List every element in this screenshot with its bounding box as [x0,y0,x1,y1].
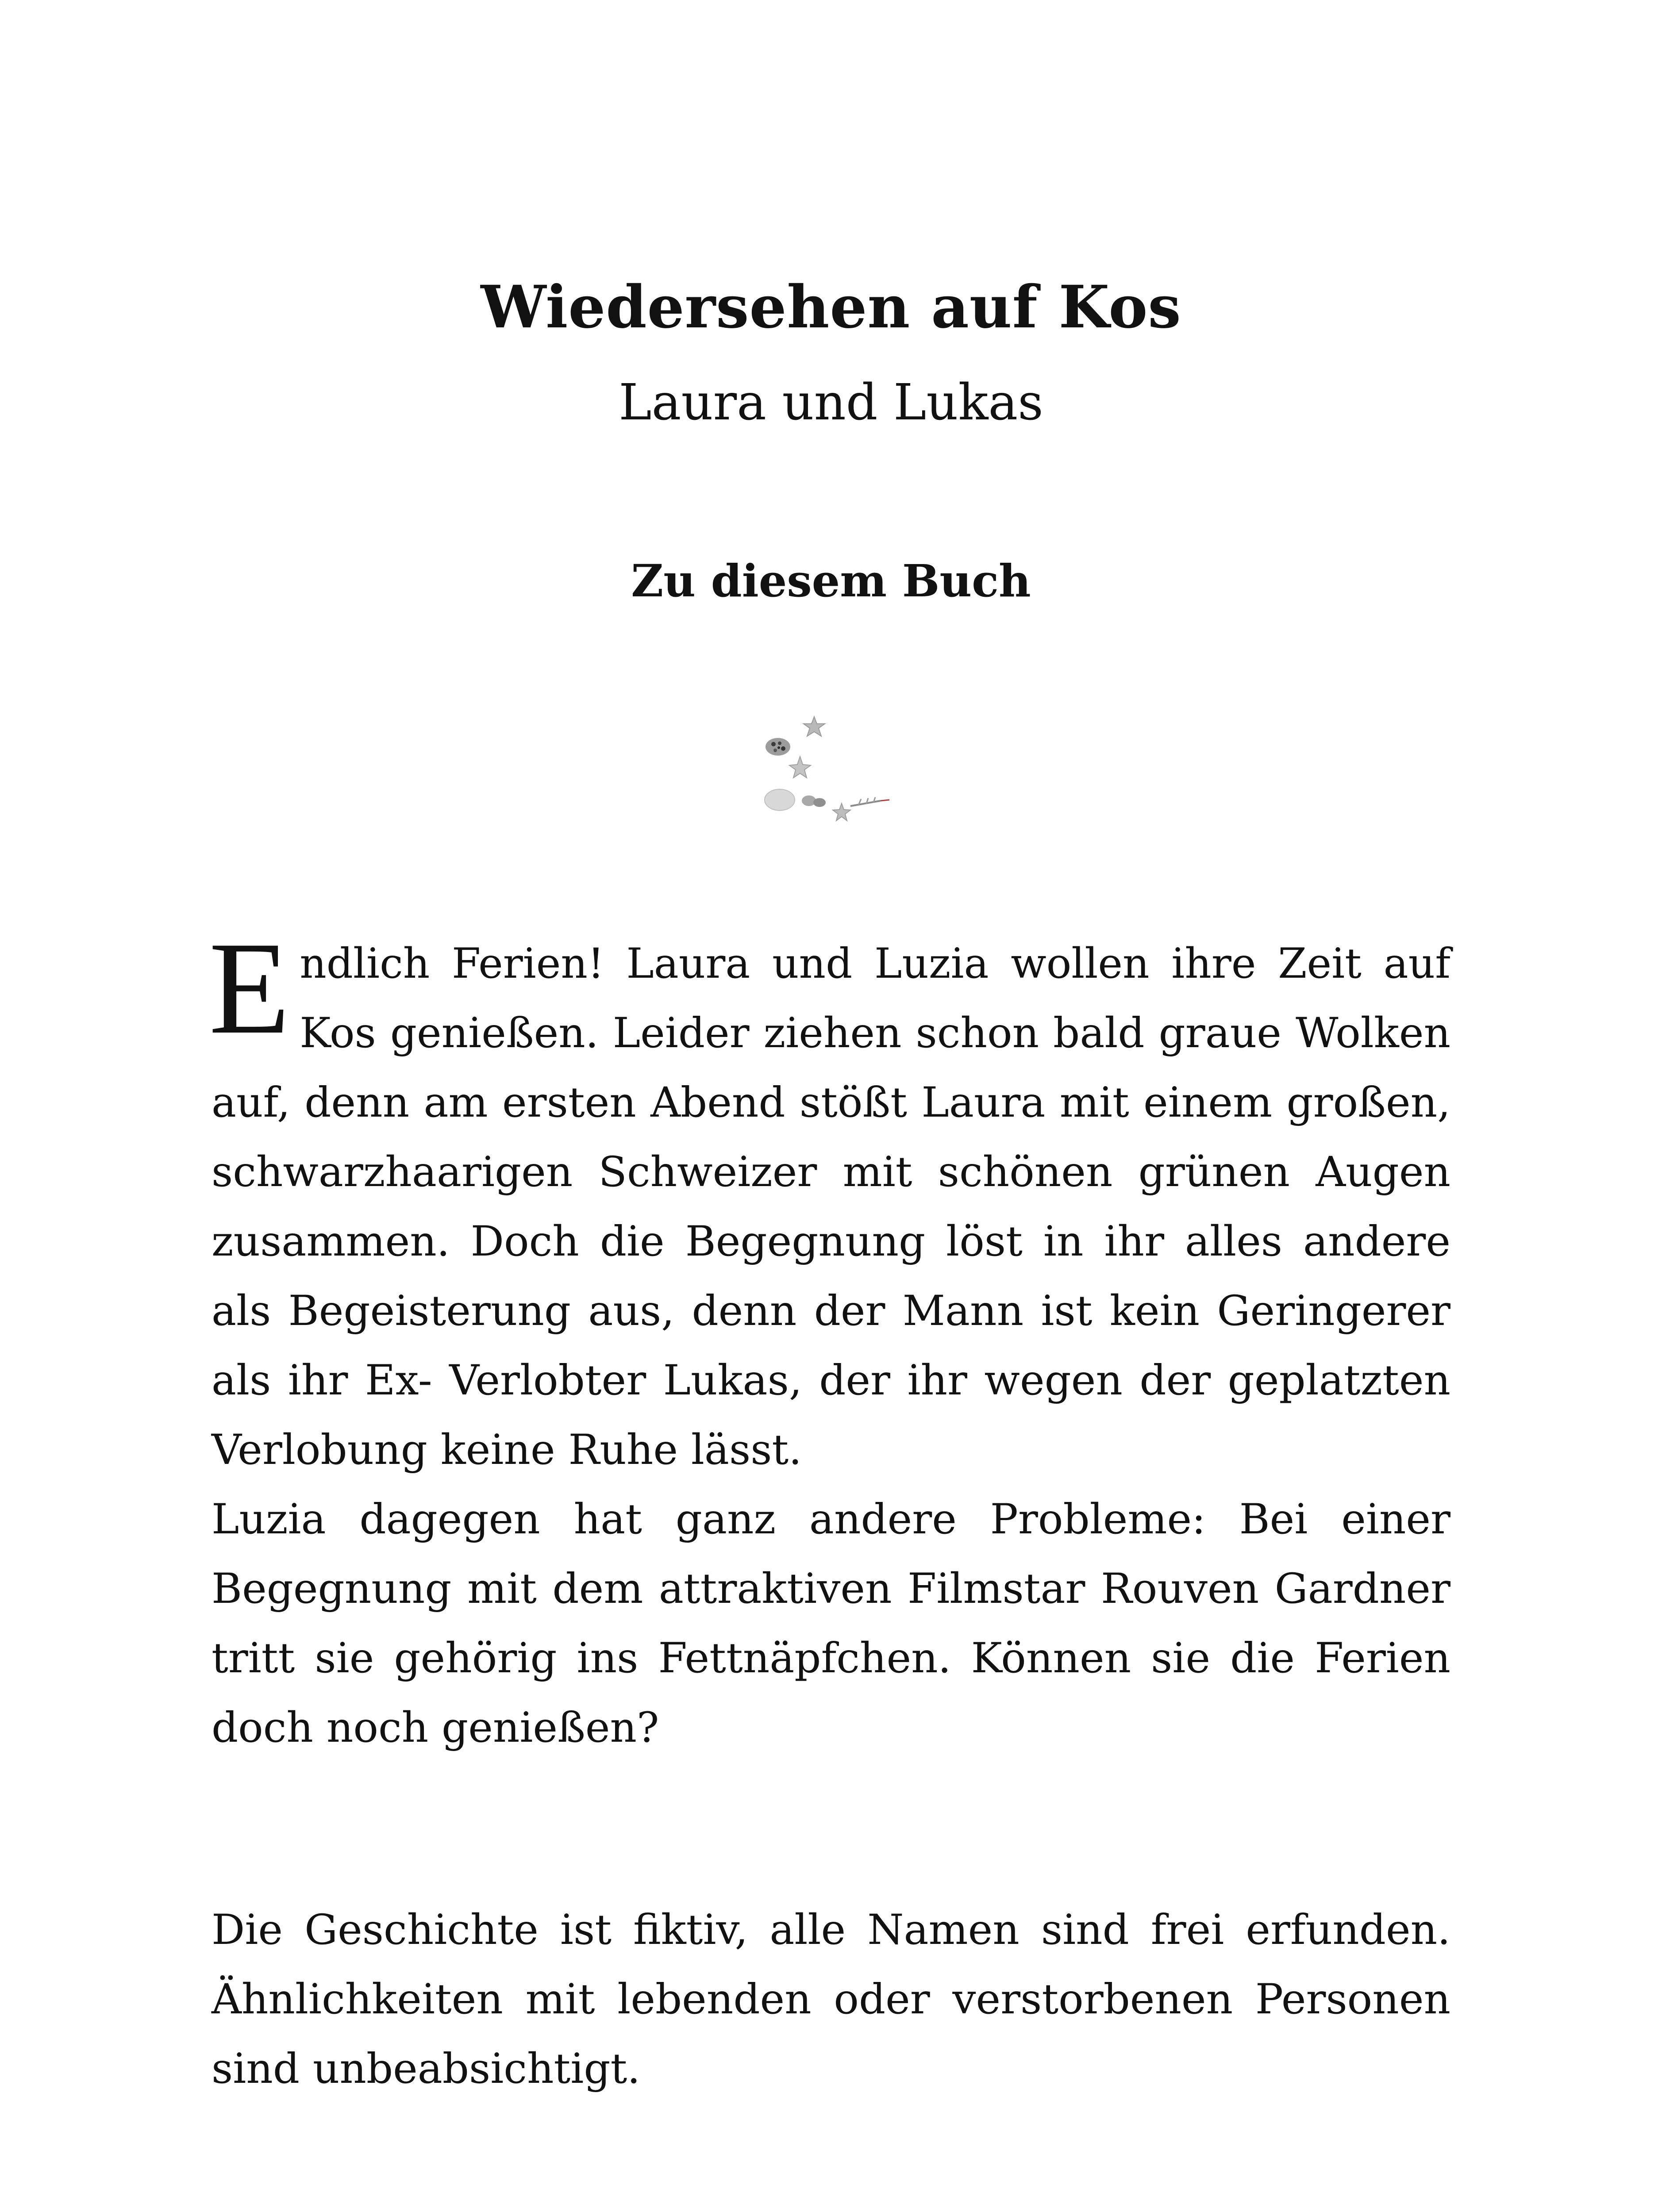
blurb-paragraph-2: Luzia dagegen hat ganz andere Probleme: Bei einer Begegnung mit dem attraktiven Filmstar Rouven Gardner tritt sie gehörig ins Fettnäpfchen. Können sie die Ferien doch noch genießen? [212,1495,1450,1752]
disclaimer: Die Geschichte ist fiktiv, alle Namen sind frei erfunden. Ähnlichkeiten mit lebenden oder verstorbenen Personen sind unbeabsichtigt. [212,1906,1450,2093]
drop-cap: E [209,914,290,1061]
blurb-paragraph-1 [209,914,1450,1485]
book-subtitle: Laura und Lukas [619,374,1043,431]
book-title: Wiedersehen auf Kos [481,273,1181,342]
section-heading: Zu diesem Buch [631,555,1031,607]
book-blurb [209,914,1450,2104]
blurb-paragraph-1-text: ndlich Ferien! Laura und Luzia wollen ihre Zeit auf Kos genießen. Leider ziehen schon bald graue Wolken auf, denn am ersten Abend stößt Laura mit einem großen, schwarzhaarigen Schweizer mit schönen grünen Augen zusammen. Doch die Begegnung löst in ihr alles andere als Begeisterung aus, denn der Mann ist kein Geringerer als ihr Ex- Verlobter Lukas, der ihr wegen der geplatzten Verlobung keine Ruhe lässt. [212,940,1450,1474]
seashells-starfish-icon [748,695,925,845]
